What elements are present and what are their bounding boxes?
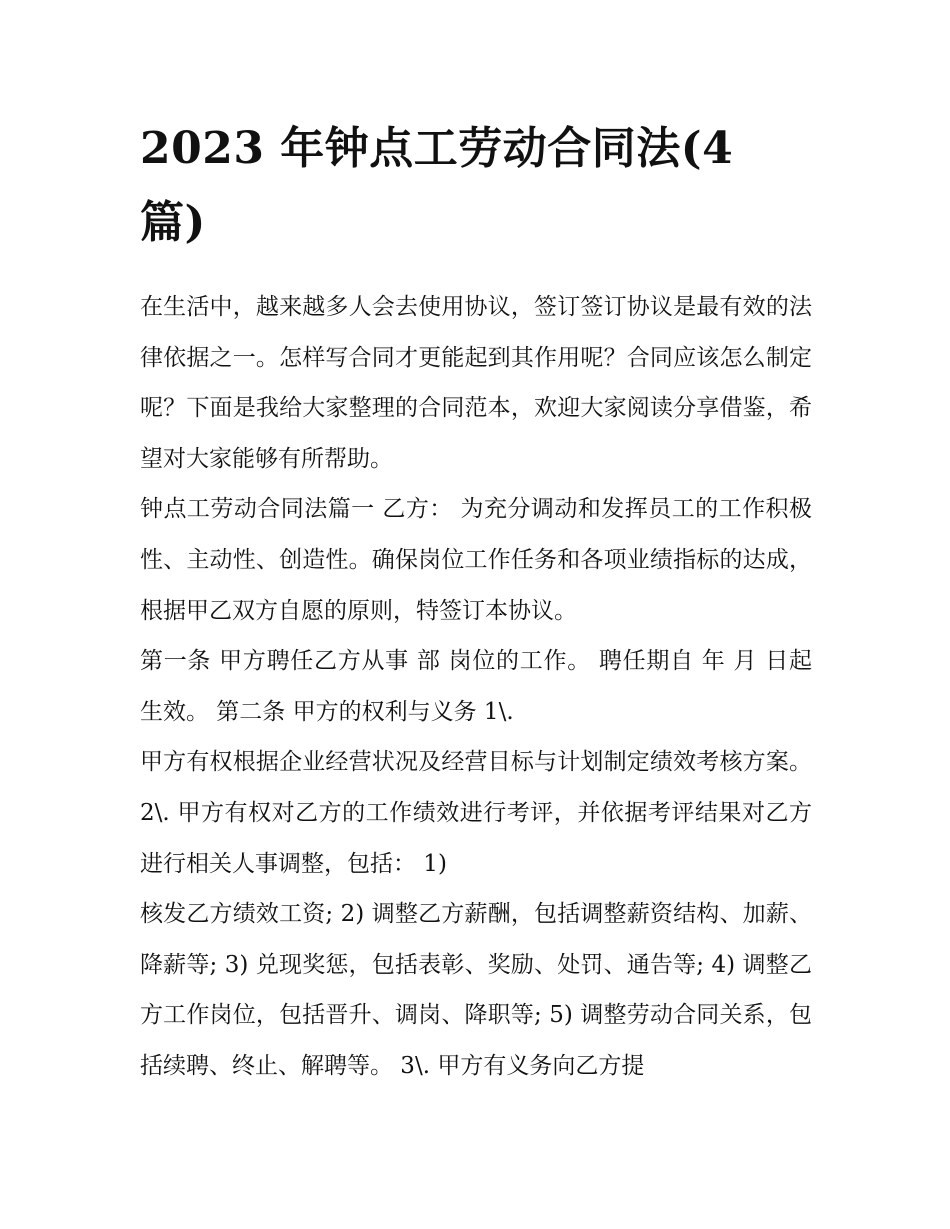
paragraph-adjustments: 核发乙方绩效工资; 2) 调整乙方薪酬，包括调整薪资结构、加薪、降薪等; 3) 兑现奖惩，包括表彰、奖励、处罚、通告等; 4) 调整乙方工作岗位，包括晋升、调岗、降职等; 5) 调整劳动合同关系，包括续聘、终止、解聘等。 3\. 甲方有义务向乙方提 (140, 901, 812, 1079)
paragraph-section-one: 钟点工劳动合同法篇一 乙方： 为充分调动和发挥员工的工作积极性、主动性、创造性。确保岗位工作任务和各项业绩指标的达成，根据甲乙双方自愿的原则，特签订本协议。 (140, 496, 812, 624)
paragraph-intro: 在生活中，越来越多人会去使用协议，签订签订协议是最有效的法律依据之一。怎样写合同才更能起到其作用呢？合同应该怎么制定呢？下面是我给大家整理的合同范本，欢迎大家阅读分享借鉴，希望对大家能够有所帮助。 (140, 294, 812, 472)
paragraph-employer-rights: 甲方有权根据企业经营状况及经营目标与计划制定绩效考核方案。 2\. 甲方有权对乙方的工作绩效进行考评，并依据考评结果对乙方进行相关人事调整，包括： 1) (140, 749, 812, 877)
document-page (140, 112, 812, 1092)
paragraph-article-one: 第一条 甲方聘任乙方从事 部 岗位的工作。 聘任期自 年 月 日起生效。 第二条 甲方的权利与义务 1\. (140, 648, 812, 725)
document-title: 2023 年钟点工劳动合同法(4 篇) (140, 123, 734, 248)
